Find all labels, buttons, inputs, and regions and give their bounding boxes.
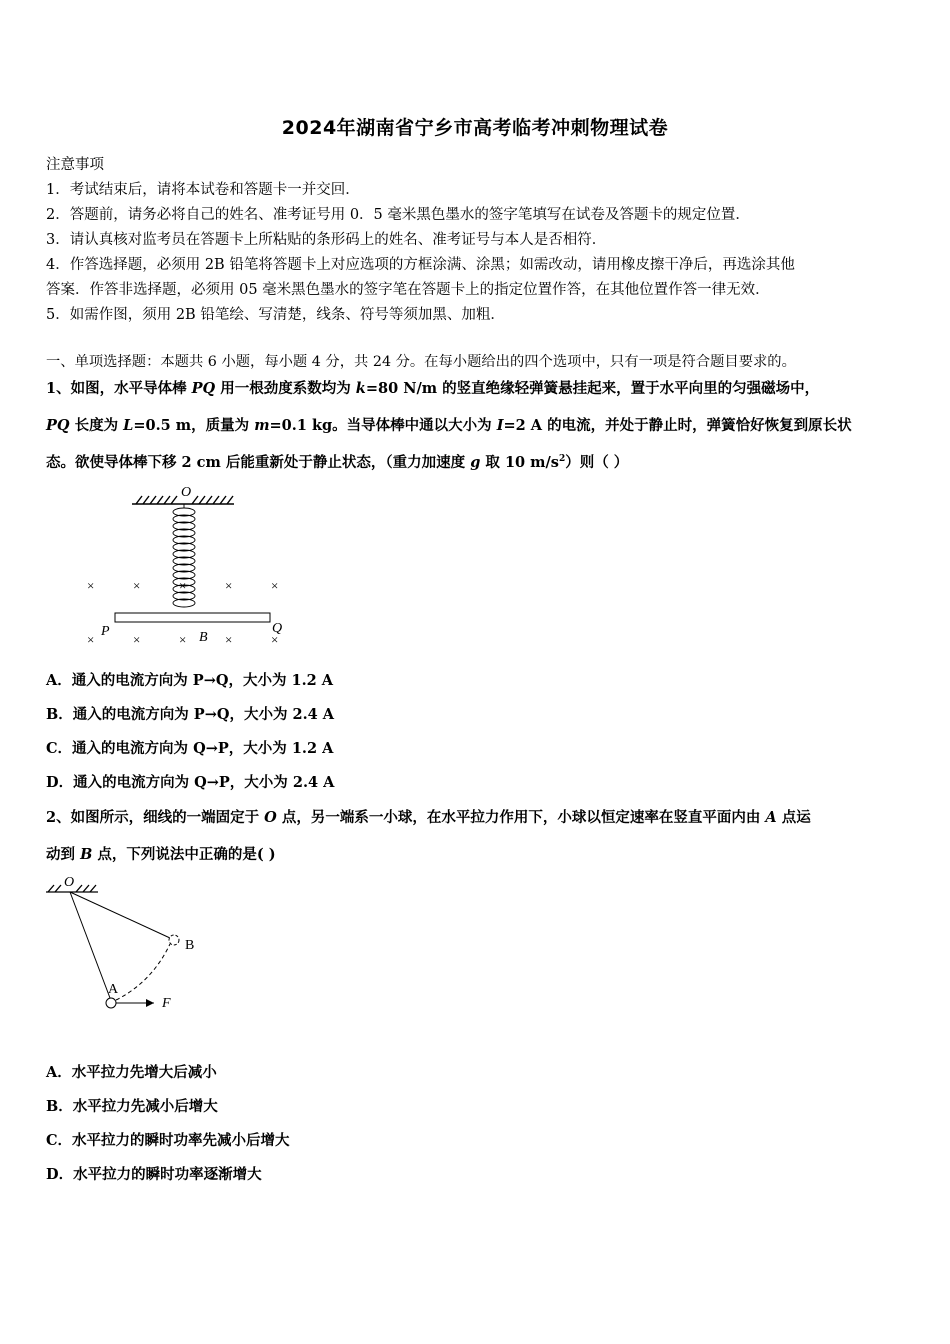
field-cross: × — [225, 632, 233, 647]
q2-option-a: A．水平拉力先增大后减小 — [46, 1064, 217, 1081]
note-item: 1．考试结束后，请将本试卷和答题卡一并交回． — [46, 182, 360, 198]
q1-option-a: A．通入的电流方向为 P→Q，大小为 1.2 A — [46, 672, 334, 689]
field-cross: × — [271, 632, 279, 647]
conductor-rod — [115, 613, 270, 622]
label-A: A — [108, 982, 119, 997]
ball-A — [106, 998, 116, 1008]
q1-option-b: B．通入的电流方向为 P→Q，大小为 2.4 A — [46, 706, 335, 723]
q1-figure — [80, 482, 300, 652]
q2-stem-line2: 动到 B 点，下列说法中正确的是( ) — [46, 846, 276, 863]
page-title: 2024年湖南省宁乡市高考临考冲刺物理试卷 — [281, 117, 669, 139]
q2-option-d: D．水平拉力的瞬时功率逐渐增大 — [46, 1166, 262, 1183]
q2-stem-line1: 2、如图所示，细线的一端固定于 O 点，另一端系一小球，在水平拉力作用下，小球以恒定速率在竖直平面内由 A 点运 — [46, 809, 811, 826]
label-P: P — [101, 624, 110, 639]
label-B: B — [185, 938, 195, 953]
field-cross: × — [133, 578, 141, 593]
note-item: 3．请认真核对监考员在答题卡上所粘贴的条形码上的姓名、准考证号与本人是否相符． — [46, 232, 607, 248]
q1-option-c: C．通入的电流方向为 Q→P，大小为 1.2 A — [46, 740, 334, 757]
q2-option-c: C．水平拉力的瞬时功率先减小后增大 — [46, 1132, 290, 1149]
label-Q: Q — [272, 621, 283, 636]
q1-stem-line3: 态。欲使导体棒下移 2 cm 后能重新处于静止状态，（重力加速度 g 取 10 $m/s^2$）则（ ） — [46, 454, 629, 471]
q1-stem-line1: 1、如图，水平导体棒 PQ 用一根劲度系数均为 k=80 N/m 的竖直绝缘轻弹簧悬挂起来，置于水平向里的匀强磁场中， — [46, 380, 820, 397]
q1-stem-line2: PQ 长度为 L=0.5 m，质量为 m=0.1 kg。当导体棒中通以大小为 I=2 A 的电流，并处于静止时，弹簧恰好恢复到原长状 — [46, 417, 852, 434]
note-item: 2．答题前，请务必将自己的姓名、准考证号用 0．5 毫米黑色墨水的签字笔填写在试卷及答题卡的规定位置． — [46, 207, 750, 223]
label-F: F — [162, 996, 171, 1011]
field-cross: × — [179, 632, 187, 647]
field-cross: × — [225, 578, 233, 593]
q1-option-d: D．通入的电流方向为 Q→P，大小为 2.4 A — [46, 774, 335, 791]
field-cross: × — [87, 578, 95, 593]
field-cross: × — [133, 632, 141, 647]
trajectory — [116, 944, 170, 1000]
field-cross: × — [271, 578, 279, 593]
section-heading: 一、单项选择题：本题共 6 小题，每小题 4 分，共 24 分。在每小题给出的四个选项中，只有一项是符合题目要求的。 — [46, 354, 796, 370]
label-B: B — [199, 630, 208, 645]
field-cross: × — [179, 578, 187, 593]
label-O: O — [181, 485, 192, 500]
ball-B — [169, 935, 179, 945]
label-O: O — [64, 875, 75, 890]
q2-option-b: B．水平拉力先减小后增大 — [46, 1098, 218, 1115]
q2-figure — [40, 872, 220, 1022]
notes-heading: 注意事项 — [46, 157, 104, 173]
field-cross: × — [87, 632, 95, 647]
note-item: 答案．作答非选择题，必须用 05 毫米黑色墨水的签字笔在答题卡上的指定位置作答，在其他位置作答一律无效． — [46, 282, 770, 298]
note-item: 5．如需作图，须用 2B 铅笔绘、写清楚，线条、符号等须加黑、加粗． — [46, 307, 505, 323]
note-item: 4．作答选择题，必须用 2B 铅笔将答题卡上对应选项的方框涂满、涂黑；如需改动，请用橡皮擦干净后，再选涂其他 — [46, 257, 795, 273]
